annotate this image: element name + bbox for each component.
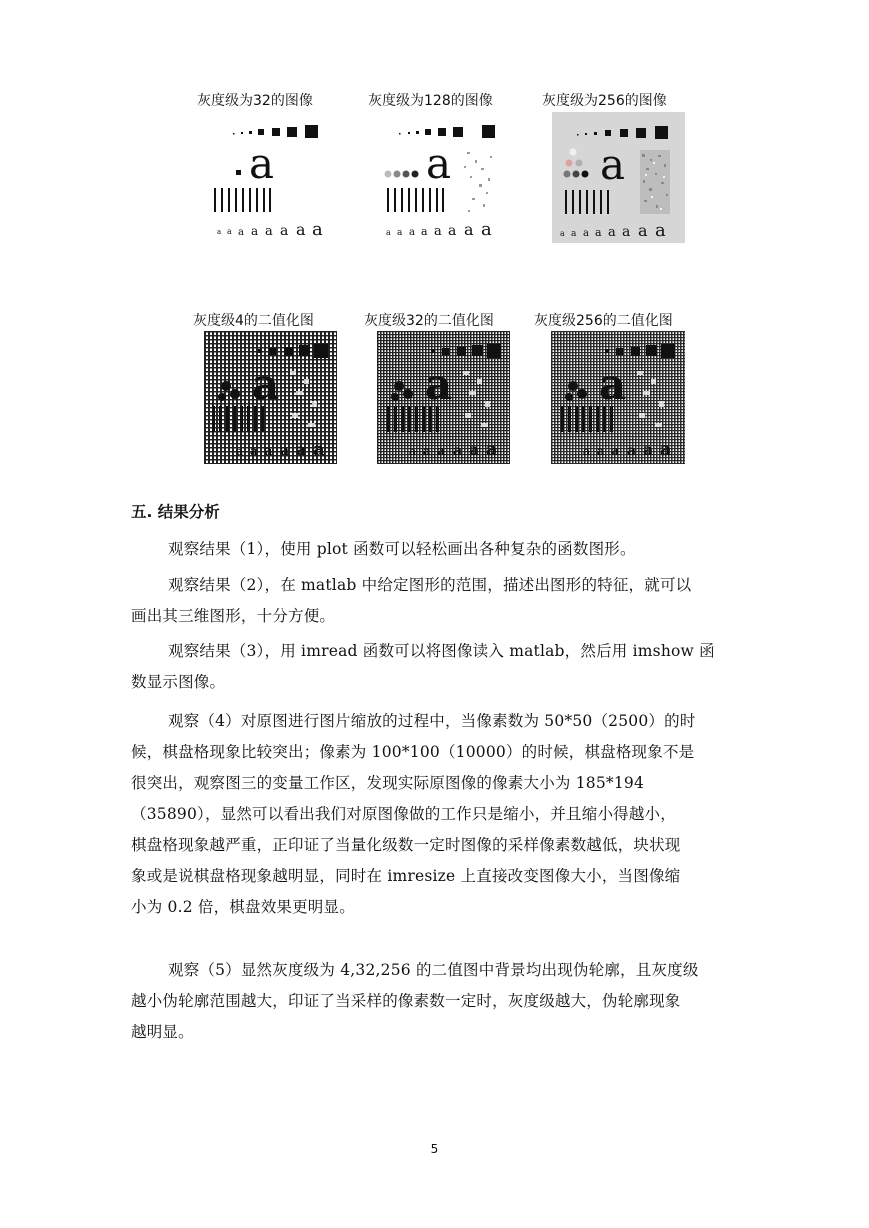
section-title: 五. 结果分析: [131, 503, 220, 521]
svg-text:a: a: [386, 228, 391, 237]
svg-text:a: a: [597, 444, 605, 458]
svg-text:a: a: [423, 444, 431, 458]
svg-text:a: a: [643, 440, 654, 459]
gray256-image: [552, 112, 685, 243]
paragraph-line: 观察结果（3），用 imread 函数可以将图像读入 matlab，然后用 imshow 函: [168, 642, 715, 660]
svg-text:a: a: [264, 444, 273, 459]
svg-text:a: a: [236, 445, 244, 458]
svg-text:a: a: [660, 439, 672, 460]
binary-gray32-image: [377, 331, 510, 464]
svg-text:a: a: [453, 443, 463, 459]
svg-text:a: a: [280, 223, 289, 239]
paragraph-line: 棋盘格现象越严重，正印证了当量化级数一定时图像的采样像素数越低，块状现: [131, 836, 681, 854]
paragraph-line: 画出其三维图形，十分方便。: [131, 607, 336, 625]
svg-text:a: a: [280, 443, 290, 459]
paragraph-line: （35890），显然可以看出我们对原图像做的工作只是缩小，并且缩小得越小，: [131, 805, 676, 823]
svg-text:a: a: [227, 227, 232, 236]
paragraph-line: 候，棋盘格现象比较突出；像素为 100*100（10000）的时候，棋盘格现象不是: [131, 743, 695, 761]
svg-text:a: a: [611, 444, 620, 459]
svg-text:a: a: [313, 439, 325, 460]
svg-text:a: a: [571, 229, 577, 239]
svg-text:a: a: [409, 227, 415, 238]
binary-gray4-image: [204, 331, 337, 464]
figure-label-gray256: 灰度级为256的图像: [542, 93, 667, 109]
paragraph-line: 观察（4）对原图进行图片缩放的过程中，当像素数为 50*50（2500）的时: [168, 712, 696, 730]
svg-text:a: a: [469, 440, 480, 459]
figure-label-gray128: 灰度级为128的图像: [368, 93, 493, 109]
figure-label-binary32: 灰度级32的二值化图: [364, 313, 494, 329]
svg-text:a: a: [251, 224, 259, 238]
svg-text:a: a: [296, 220, 306, 239]
paragraph-line: 观察结果（1），使用 plot 函数可以轻松画出各种复杂的函数图形。: [168, 540, 636, 558]
svg-text:a: a: [312, 219, 323, 240]
paragraph-line: 象或是说棋盘格现象越明显，同时在 imresize 上直接改变图像大小，当图像缩: [131, 867, 681, 885]
svg-text:a: a: [595, 226, 602, 239]
figure-label-binary256: 灰度级256的二值化图: [534, 313, 673, 329]
svg-text:a: a: [397, 228, 403, 238]
paragraph-line: 越小伪轮廓范围越大，印证了当采样的像素数一定时，灰度级越大，伪轮廓现象: [131, 992, 681, 1010]
paragraph-line: 很突出，观察图三的变量工作区，发现实际原图像的像素大小为 185*194: [131, 774, 645, 792]
svg-text:a: a: [599, 360, 627, 409]
svg-text:a: a: [252, 360, 280, 409]
paragraph-line: 越明显。: [131, 1023, 194, 1041]
paragraph-5: [131, 955, 738, 1048]
paragraph-3: [131, 636, 738, 698]
svg-text:a: a: [448, 223, 457, 239]
svg-text:a: a: [409, 445, 417, 458]
svg-text:a: a: [265, 224, 273, 239]
gray128-image: [380, 112, 510, 240]
svg-text:a: a: [627, 443, 637, 459]
svg-text:a: a: [425, 360, 453, 409]
paragraph-1: [131, 534, 738, 565]
glyph-a-large: a: [249, 139, 275, 188]
paragraph-2: [131, 570, 738, 632]
paragraph-line: 观察结果（2），在 matlab 中给定图形的范围，描述出图形的特征，就可以: [168, 576, 692, 594]
svg-text:a: a: [250, 444, 258, 458]
svg-text:a: a: [600, 140, 626, 189]
paragraph-line: 观察（5）显然灰度级为 4,32,256 的二值图中背景均出现伪轮廓，且灰度级: [168, 961, 699, 979]
svg-text:a: a: [238, 227, 244, 238]
svg-text:a: a: [296, 440, 307, 459]
svg-text:a: a: [583, 445, 591, 458]
svg-text:a: a: [560, 229, 565, 238]
page-number: 5: [430, 1142, 439, 1156]
svg-text:a: a: [217, 228, 222, 236]
svg-text:a: a: [486, 439, 498, 460]
gray32-image: [205, 112, 335, 240]
svg-text:a: a: [464, 220, 474, 239]
binary-gray256-image: [551, 331, 685, 464]
svg-text:a: a: [583, 228, 589, 239]
figure-label-binary4: 灰度级4的二值化图: [193, 313, 314, 329]
svg-text:a: a: [437, 444, 446, 459]
svg-text:a: a: [622, 224, 631, 240]
svg-text:a: a: [481, 219, 492, 240]
svg-text:a: a: [608, 225, 616, 240]
svg-text:a: a: [434, 224, 442, 239]
figure-label-gray32: 灰度级为32的图像: [197, 93, 313, 109]
paragraph-4: [131, 706, 738, 923]
svg-text:a: a: [655, 220, 666, 241]
paragraph-line: 小为 0.2 倍，棋盘效果更明显。: [131, 898, 355, 916]
paragraph-line: 数显示图像。: [131, 673, 226, 691]
svg-text:a: a: [426, 139, 452, 188]
svg-text:a: a: [421, 225, 428, 238]
svg-text:a: a: [638, 221, 648, 240]
